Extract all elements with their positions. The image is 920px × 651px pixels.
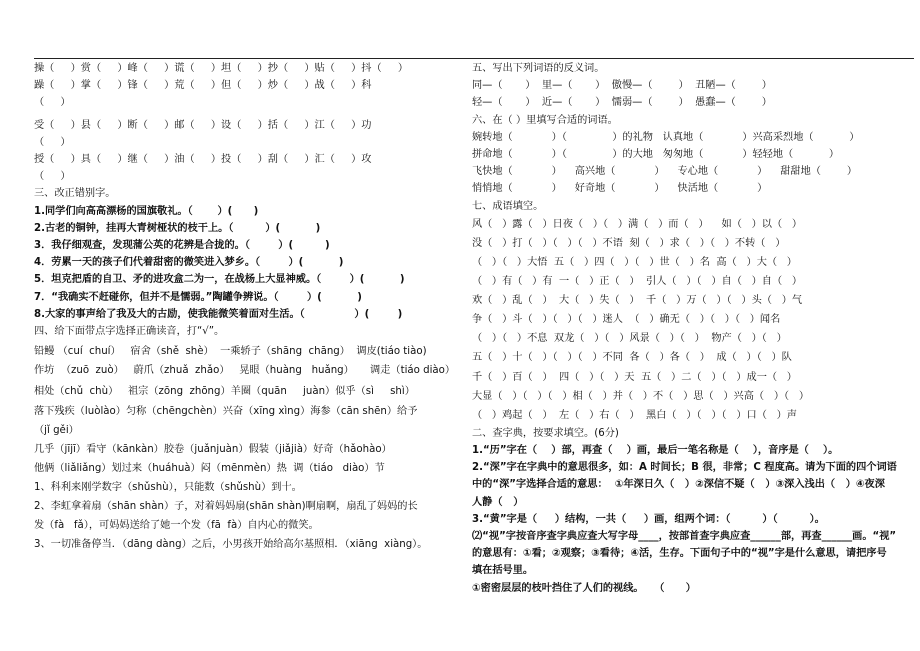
idiom-row-6: 争（ ）斗（ ）（ ）（ ）迷人 （ ）确无（ ）（ ）（ ）闻名 <box>472 314 781 326</box>
pinyin-row-4-wrap: （jǐ gěi） <box>34 424 79 436</box>
typo-item-8: 8.大家的事声给了我及大的古励，使我能微笑着面对生活。（ ）( ) <box>34 308 403 320</box>
pinyin-sentence-1: 1、科利来刚学数字（shǔshù），只能数（shǔshù）到十。 <box>34 481 302 493</box>
typo-item-1: 1.同学们向高高漂杨的国旗敬礼。（ ）( ) <box>34 205 259 217</box>
dict-item-4-line-2: 的意思有：①看；②观察；③看待；④活，生存。下面句子中的“视”字是什么意思，请把序号 <box>472 548 887 560</box>
dict-item-4-line-3: 填在括号里。 <box>472 565 534 577</box>
dictionary-heading: 二、查字典，按要求填空。(6分) <box>472 427 619 439</box>
dict-item-4: ⑵“视”字按音序查字典应查大写字母____，按部首查字典应查______部，再查______画。“视” <box>472 531 897 543</box>
pinyin-sentence-2-wrap: 发（fà fǎ），可妈妈送给了她一个发（fā fà）自内心的微笑。 <box>34 520 319 532</box>
right-column <box>472 60 918 597</box>
fill-row-2: 拼命地（ ）（ ）的大地 匆匆地（ ）轻轻地（ ） <box>472 149 840 161</box>
dict-item-2-line-2: 中的“深”字选择合适的意思： ①年深日久（ ）②深信不疑（ ）③深入浅出（ ）④夜深 <box>472 479 885 491</box>
antonym-row-2: 轻—（ ） 近—（ ） 懦弱—（ ） 愚蠢—（ ） <box>472 97 772 109</box>
section-7-heading: 七、成语填空。 <box>472 200 544 212</box>
idiom-row-2: 没（ ）打（ ）（ ）（ ）不语 刻（ ）求（ ）（ ）不转（ ） <box>472 237 786 249</box>
idiom-row-7: （ ）（ ）不息 双龙（ ）（ ）风景（ ）（ ） 物产（ ）（ ） <box>472 333 787 345</box>
section-5-heading: 五、写出下列词语的反义词。 <box>472 63 605 74</box>
fill-row-1: 婉转地（ ）（ ）的礼物 认真地（ ）兴高采烈地（ ） <box>472 131 860 143</box>
fill-row-4: 悄悄地（ ） 好奇地（ ） 快活地（ ） <box>472 183 768 195</box>
idiom-row-4: （ ）有（ ）有 一（ ）正（ ） 引人（ ）（ ）自（ ）自（ ） <box>472 276 803 288</box>
typo-item-2: 2.古老的铜钟，挂再大青树桠状的枝干上。（ ）( ) <box>34 222 321 234</box>
pinyin-sentence-2: 2、李虹拿着扇（shān shàn）子，对着妈妈扇(shān shàn)啊扇啊，扇乱了妈妈的长 <box>34 501 418 512</box>
idiom-row-9: 千（ ）百（ ） 四（ ）（ ）天 五（ ）二（ ）（ ）成一（ ） <box>472 371 797 383</box>
pinyin-row-4: 落下残疾（luòlào）匀称（chēngchèn）兴奋（xīng xìng）海参（cān shēn）给予 <box>34 405 418 417</box>
char-row-1: 操（ ）赏（ ）峰（ ）谎（ ）坦（ ）抄（ ）贴（ ）抖（ ） <box>34 63 409 74</box>
fill-row-3: 飞快地（ ） 高兴地（ ） 专心地（ ） 甜甜地（ ） <box>472 166 858 178</box>
char-row-2-wrap: （ ） <box>34 97 71 109</box>
typo-item-3: 3．我仔细观查，发现蒲公英的花辨是合拢的。（ ）( ) <box>34 240 330 252</box>
header-rule <box>34 58 914 59</box>
left-column <box>34 60 462 554</box>
char-row-4-wrap: （ ） <box>34 171 71 183</box>
pinyin-sentence-3: 3、一切准备停当．（dāng dàng）之后，小男孩开始给高尔基照相．（xiāng xiàng）。 <box>34 539 428 551</box>
pinyin-row-5: 几乎（jījī）看守（kānkàn）胶卷（juǎnjuàn）假装（jiǎjià）好奇（hǎohào） <box>34 443 392 455</box>
char-row-3-wrap: （ ） <box>34 136 71 148</box>
section-6-heading: 六、在（ ）里填写合适的词语。 <box>472 114 618 126</box>
dict-item-4-sentence: ①密密层层的枝叶挡住了人们的视线。 （ ） <box>472 582 696 594</box>
dict-item-1: 1.“历”字在（ ）部，再查（ ）画，最后一笔名称是（ ），音序是（ ）。 <box>472 445 839 457</box>
typo-item-4: 4．劳累一天的孩子们代着甜密的微笑进入梦乡。（ ）( ) <box>34 257 344 269</box>
typo-item-5: 5．坦克把盾的自卫、矛的进攻盒二为一，在战杨上大显神威。（ ）( ) <box>34 274 405 286</box>
dict-item-2-line-3: 人静（ ） <box>472 496 524 508</box>
pinyin-row-1: 铅鳗 （cuí chuí） 宿舍（shě shè） 一乘轿子（shāng chāng） 调皮(tiáo tiào) <box>34 346 427 358</box>
pinyin-row-3: 相处（chǔ chù） 祖宗（zōng zhōng）羊圈（quān juàn）似乎（sì shì） <box>34 386 415 398</box>
antonym-row-1: 同—（ ） 里—（ ） 傲慢—（ ） 丑陋—（ ） <box>472 80 772 92</box>
dict-item-2: 2.“深”字在字典中的意思很多，如：A 时间长；B 很，非常；C 程度高。请为下面的四个词语 <box>472 462 897 474</box>
char-row-4: 授（ ）具（ ）继（ ）油（ ）投（ ）刮（ ）汇（ ）攻 <box>34 154 372 166</box>
idiom-row-8: 五（ ）十（ ）（ ）（ ）不同 各（ ）各（ ） 成（ ）（ ）队 <box>472 352 792 364</box>
pinyin-row-2: 作坊 （zuō zuò） 蔚爪（zhuǎ zhǎo） 晃眼（huàng huǎng） 调走（tiáo diào） <box>34 365 456 377</box>
typo-item-7: 7．“我确实不赶碰你，但并不是懦弱。”陶罐争辨说。（ ）( ) <box>34 291 362 303</box>
dict-item-3: 3.“黄”字是（ ）结构，一共（ ）画，组两个词：（ ）（ ）。 <box>472 513 825 525</box>
char-row-2: 躁（ ）掌（ ）锋（ ）荒（ ）但（ ）炒（ ）战（ ）科 <box>34 80 372 92</box>
idiom-row-1: 风（ ）露（ ）日夜（ ）（ ）满（ ）而（ ） 如（ ）以（ ） <box>472 218 803 230</box>
idiom-row-11: （ ）鸡起（ ） 左（ ）右（ ） 黑白（ ）（ ）（ ）口（ ）声 <box>472 409 797 421</box>
char-row-3: 受（ ）县（ ）断（ ）邮（ ）设（ ）括（ ）江（ ）功 <box>34 119 372 131</box>
section-3-heading: 三、改正错别字。 <box>34 188 116 200</box>
idiom-row-5: 欢（ ）乱（ ） 大（ ）失（ ） 千（ ）万（ ）（ ）头（ ）气 <box>472 295 803 307</box>
pinyin-row-6: 他俩（liǎliǎng）划过来（huáhuà）闷（mēnmèn）热 调（tiáo diào）节 <box>34 462 385 474</box>
idiom-row-10: 大显（ ）（ ）（ ）相（ ）并（ ）不（ ）思（ ）兴高（ ）（ ） <box>472 390 810 402</box>
section-4-heading: 四、给下面带点字选择正确读音，打“√”。 <box>34 326 225 338</box>
idiom-row-3: （ ）（ ）大悟 五（ ）四（ ）（ ）世（ ）名 高（ ）大（ ） <box>472 257 797 269</box>
